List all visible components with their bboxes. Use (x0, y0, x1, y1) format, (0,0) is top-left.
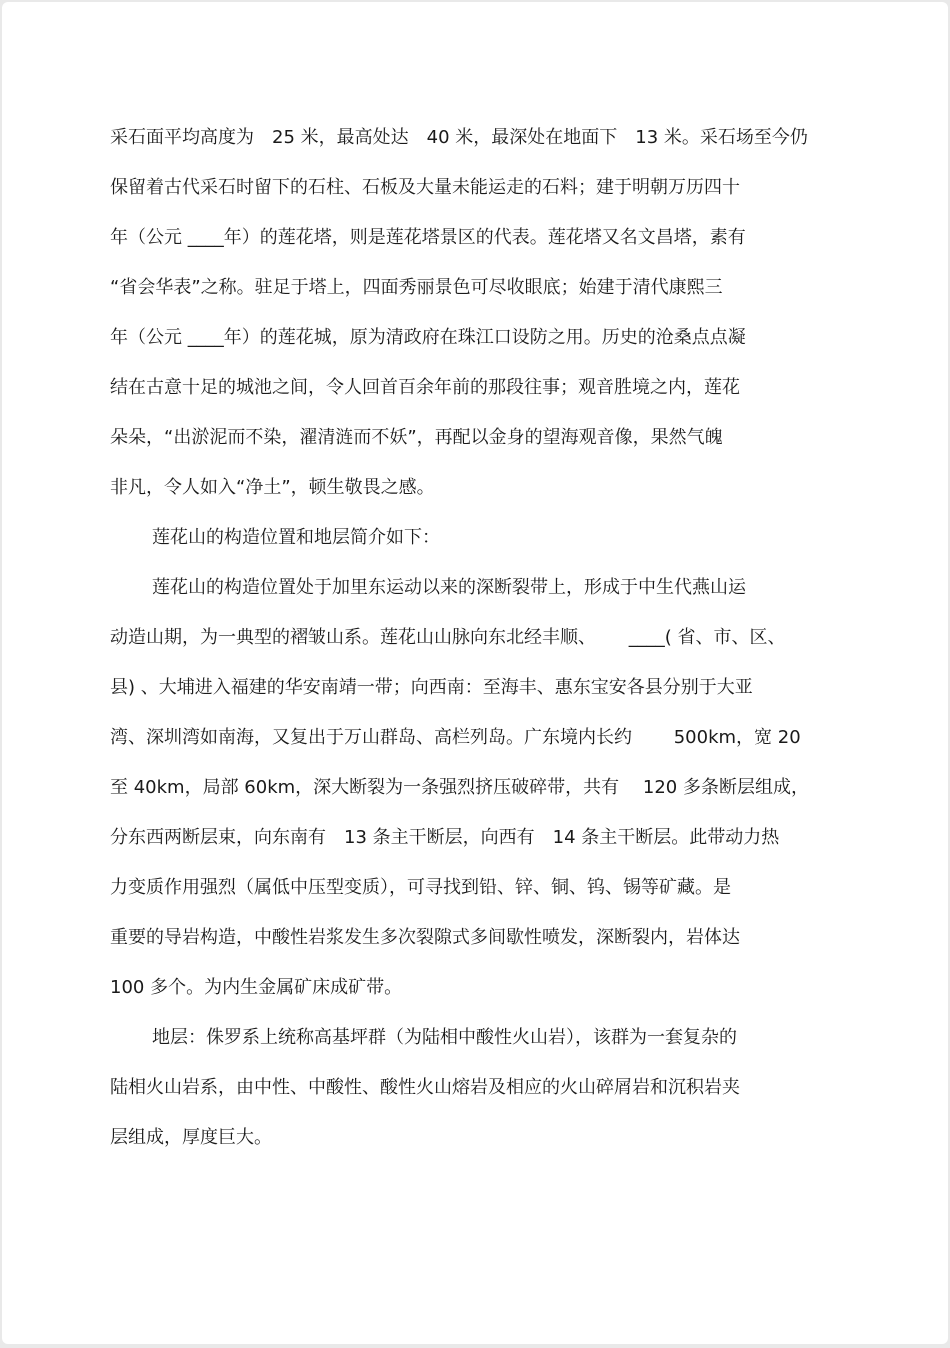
text-line: 陆相火山岩系，由中性、中酸性、酸性火山熔岩及相应的火山碎屑岩和沉积岩夹 (110, 1077, 740, 1098)
text-line: “省会华表”之称。驻足于塔上，四面秀丽景色可尽收眼底；始建于清代康熙三 (110, 277, 723, 298)
text-line: 地层：侏罗系上统称高基坪群（为陆相中酸性火山岩），该群为一套复杂的 (152, 1027, 737, 1048)
text-line: 动造山期，为一典型的褶皱山系。莲花山山脉向东北经丰顺、 ____( 省、市、区、 (110, 627, 786, 648)
text-line: 采石面平均高度为 25 米，最高处达 40 米，最深处在地面下 13 米。采石场至今仍 (110, 127, 808, 148)
text-line: 结在古意十足的城池之间，令人回首百余年前的那段往事；观音胜境之内，莲花 (110, 377, 740, 398)
text-line: 重要的导岩构造，中酸性岩浆发生多次裂隙式多间歇性喷发，深断裂内，岩体达 (110, 927, 740, 948)
text-line: 湾、深圳湾如南海，又复出于万山群岛、高栏列岛。广东境内长约 500km，宽 20 (110, 727, 801, 748)
text-line: 100 多个。为内生金属矿床成矿带。 (110, 977, 403, 998)
text-line: 莲花山的构造位置处于加里东运动以来的深断裂带上，形成于中生代燕山运 (152, 577, 746, 598)
text-line: 层组成，厚度巨大。 (110, 1127, 272, 1148)
document-page (2, 2, 948, 1344)
text-line: 朵朵，“出淤泥而不染，濯清涟而不妖”，再配以金身的望海观音像，果然气魄 (110, 427, 723, 448)
text-line: 年（公元 ____年）的莲花塔，则是莲花塔景区的代表。莲花塔又名文昌塔，素有 (110, 227, 746, 248)
text-line: 年（公元 ____年）的莲花城，原为清政府在珠江口设防之用。历史的沧桑点点凝 (110, 327, 746, 348)
paragraph-strata (110, 1018, 845, 1168)
paragraph-tectonic-position (110, 568, 845, 1018)
text-line: 莲花山的构造位置和地层简介如下： (152, 527, 440, 548)
text-line: 县) 、大埔进入福建的华安南靖一带；向西南：至海丰、惠东宝安各县分别于大亚 (110, 677, 753, 698)
text-line: 非凡，令人如入“净土”，顿生敬畏之感。 (110, 477, 435, 498)
text-line: 力变质作用强烈（属低中压型变质），可寻找到铅、锌、铜、钨、锡等矿藏。是 (110, 877, 731, 898)
paragraph-intro-heading (110, 518, 845, 568)
text-line: 保留着古代采石时留下的石柱、石板及大量未能运走的石料；建于明朝万历四十 (110, 177, 740, 198)
text-line: 分东西两断层束，向东南有 13 条主干断层，向西有 14 条主干断层。此带动力热 (110, 827, 780, 848)
document-body (110, 118, 845, 1168)
paragraph-lianhua-scenic (110, 118, 845, 518)
text-line: 至 40km，局部 60km，深大断裂为一条强烈挤压破碎带，共有 120 多条断层组成， (110, 777, 809, 798)
